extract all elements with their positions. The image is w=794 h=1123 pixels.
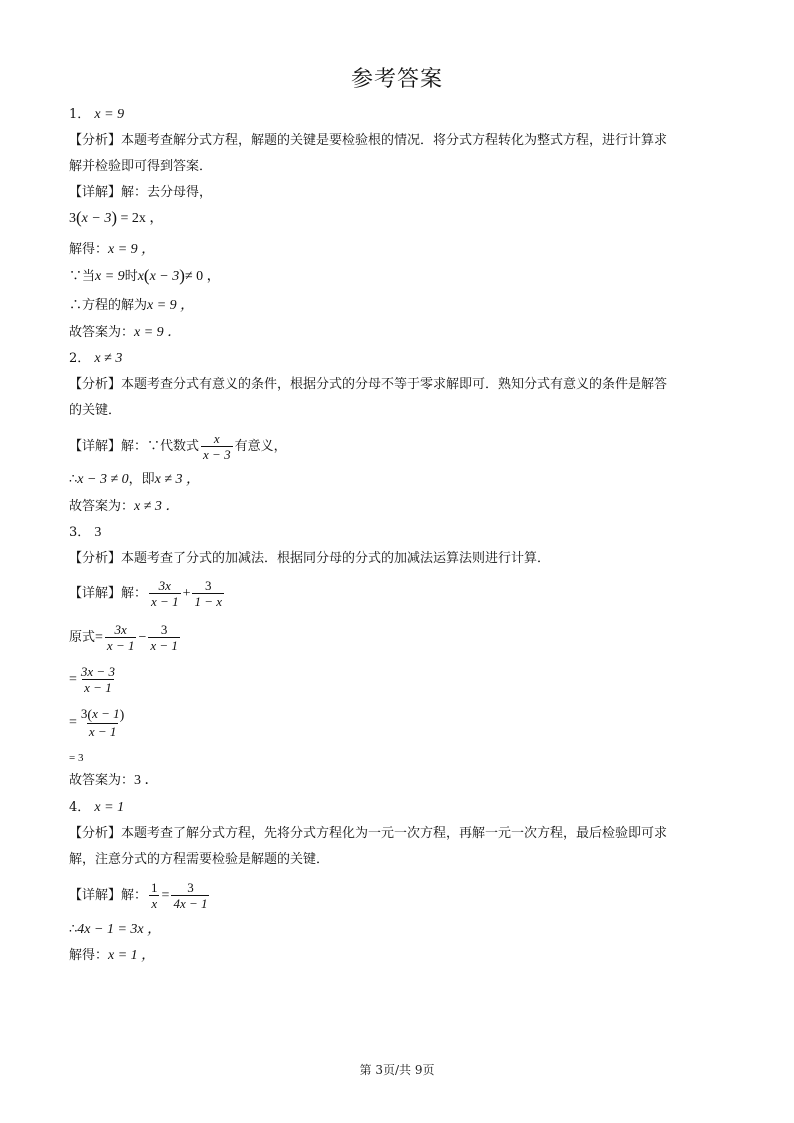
q2-answer: x ≠ 3 bbox=[94, 351, 123, 366]
q4-detail-text: 解： bbox=[121, 888, 148, 903]
q1-ans-value: x = 9 ． bbox=[134, 325, 182, 340]
q4-analysis-line1 bbox=[69, 826, 667, 842]
q2-detail-b: 有意义， bbox=[234, 439, 287, 454]
page-footer: 第 3页/共 9页 bbox=[359, 1063, 435, 1077]
q4-answer: x = 1 bbox=[94, 800, 125, 815]
q2-frac-den: x − 3 bbox=[203, 447, 231, 462]
q2-heading bbox=[69, 351, 122, 367]
q3-minus: − bbox=[138, 630, 147, 645]
q1-answer: x = 9 bbox=[94, 107, 125, 122]
q3-frac3 bbox=[105, 622, 137, 653]
q2-analysis-text: 本题考查分式有意义的条件，根据分式的分母不等于零求解即可．熟知分式有意义的条件是解答 bbox=[121, 377, 668, 392]
q2-analysis-tag: 【分析】 bbox=[69, 377, 122, 392]
q4-analysis-text: 本题考查了解分式方程，先将分式方程化为一元一次方程，再解一元一次方程，最后检验即可求 bbox=[121, 826, 668, 841]
q1-solution-line bbox=[69, 298, 194, 314]
q3-step3-line bbox=[69, 706, 128, 739]
q4-analysis-tag: 【分析】 bbox=[69, 826, 122, 841]
q3-step2-line bbox=[69, 664, 119, 695]
q3-f4-den: x − 1 bbox=[150, 638, 178, 653]
q3-f1-num: 3x bbox=[158, 578, 171, 593]
q4-frac1 bbox=[149, 880, 160, 911]
q1-check-b: x = 9 bbox=[95, 269, 125, 284]
q1-answer-line bbox=[69, 325, 181, 341]
q2-number: 2． bbox=[69, 351, 91, 366]
q2-step-a: ∴ bbox=[69, 472, 78, 487]
q2-frac-num: x bbox=[213, 431, 220, 446]
q1-analysis-tag: 【分析】 bbox=[69, 133, 122, 148]
q3-number: 3． bbox=[69, 525, 91, 540]
q2-analysis-line2: 的关键． bbox=[69, 403, 122, 418]
q4-f2-den: 4x − 1 bbox=[173, 896, 208, 911]
q4-step-b: 4x − 1 = 3x ， bbox=[77, 922, 162, 937]
q2-ans-value: x ≠ 3 ． bbox=[134, 499, 180, 514]
q4-detail-line bbox=[69, 880, 211, 911]
q1-heading bbox=[69, 107, 124, 123]
q1-number: 1． bbox=[69, 107, 91, 122]
q3-f2-den: 1 − x bbox=[194, 594, 223, 609]
q1-sol-a: ∴方程的解为 bbox=[69, 298, 148, 313]
q2-answer-line bbox=[69, 499, 179, 515]
q1-check-d: x bbox=[137, 269, 144, 284]
q3-plus: + bbox=[182, 586, 191, 601]
q3-f2-num: 3 bbox=[205, 578, 212, 593]
q3-f6-coef: 3 bbox=[80, 706, 88, 721]
q3-answer: 3 bbox=[94, 525, 102, 540]
q4-solve-value: x = 1 ， bbox=[108, 948, 156, 963]
q1-sol-b: x = 9 ， bbox=[147, 298, 195, 313]
q1-check-a: ∵当 bbox=[69, 269, 96, 284]
q3-eq2: = bbox=[69, 672, 77, 687]
q2-detail-a: 解：∵代数式 bbox=[121, 439, 200, 454]
q4-f1-num: 1 bbox=[151, 880, 158, 895]
q4-detail-tag: 【详解】 bbox=[69, 888, 122, 903]
q3-frac6: $\frac{3(x - 1)}{x - 1}$ bbox=[80, 706, 125, 739]
q2-detail-line bbox=[69, 431, 287, 462]
q3-detail-text: 解： bbox=[121, 586, 148, 601]
q1-analysis-line1 bbox=[69, 133, 667, 149]
q1-eq-inner: x − 3 bbox=[81, 211, 112, 226]
q3-eq1: = bbox=[95, 630, 103, 645]
q1-check-e: ≠ 0 ， bbox=[184, 269, 221, 284]
q3-frac5 bbox=[79, 664, 117, 695]
q3-frac4 bbox=[148, 622, 180, 653]
q1-equation: 3(x − 3) = 2x ， bbox=[69, 208, 164, 227]
q3-ans-label: 故答案为： bbox=[69, 773, 135, 788]
q3-detail-tag: 【详解】 bbox=[69, 586, 122, 601]
q1-detail-line bbox=[69, 185, 212, 201]
q3-f4-num: 3 bbox=[160, 622, 168, 637]
q3-ans-value: 3 ． bbox=[134, 773, 159, 788]
q1-eq-rhs: = 2x ， bbox=[120, 211, 164, 226]
q1-eq-coef: 3 bbox=[69, 211, 76, 226]
q2-step-d: x ≠ 3 ， bbox=[154, 472, 201, 487]
q1-detail-text: 解：去分母得， bbox=[121, 185, 213, 200]
q3-final: = 3 bbox=[69, 752, 84, 764]
q1-analysis-text: 本题考查解分式方程，解题的关键是要检验根的情况．将分式方程转化为整式方程，进行计算求 bbox=[121, 133, 668, 148]
page-title: 参考答案 bbox=[350, 67, 443, 92]
q4-analysis-line2: 解，注意分式的方程需要检验是解题的关键． bbox=[69, 852, 330, 867]
q3-analysis-line1 bbox=[69, 551, 550, 567]
q3-orig-label: 原式 bbox=[69, 630, 96, 645]
q4-solve-label: 解得： bbox=[69, 948, 109, 963]
q3-f5-num: 3x − 3 bbox=[80, 664, 115, 679]
q1-solve-line bbox=[69, 242, 155, 258]
q3-analysis-text: 本题考查了分式的加减法．根据同分母的分式的加减法运算法则进行计算． bbox=[121, 551, 551, 566]
q1-check-c: 时 bbox=[124, 269, 138, 284]
q2-step-b: x − 3 ≠ 0 bbox=[77, 472, 129, 487]
q2-step-c: ，即 bbox=[128, 472, 155, 487]
q1-solve-value: x = 9 ， bbox=[108, 242, 156, 257]
q4-frac2 bbox=[171, 880, 209, 911]
q1-detail-tag: 【详解】 bbox=[69, 185, 122, 200]
q3-f3-den: x − 1 bbox=[106, 638, 135, 653]
q4-eq: = bbox=[161, 888, 170, 903]
q3-answer-line bbox=[69, 773, 159, 789]
q2-ans-label: 故答案为： bbox=[69, 499, 135, 514]
q2-step-line bbox=[69, 472, 200, 488]
q2-fraction bbox=[201, 431, 233, 462]
q4-f1-den: x bbox=[151, 896, 158, 911]
q3-orig-line bbox=[69, 622, 182, 653]
q3-heading bbox=[69, 525, 101, 541]
q3-analysis-tag: 【分析】 bbox=[69, 551, 122, 566]
q4-step-a: ∴ bbox=[69, 922, 78, 937]
q4-step-line bbox=[69, 922, 161, 938]
q1-check-line: ∵当x = 9时x(x − 3)≠ 0 ， bbox=[69, 266, 221, 285]
q3-frac1 bbox=[149, 578, 181, 609]
q1-ans-label: 故答案为： bbox=[69, 325, 135, 340]
q1-solve-label: 解得： bbox=[69, 242, 109, 257]
q1-analysis-line2: 解并检验即可得到答案． bbox=[69, 159, 213, 174]
q4-f2-num: 3 bbox=[187, 880, 194, 895]
q3-eq3: = bbox=[69, 715, 77, 730]
q4-heading bbox=[69, 800, 124, 816]
q3-detail-line bbox=[69, 578, 226, 609]
q2-detail-tag: 【详解】 bbox=[69, 439, 122, 454]
q3-f6-inner: x − 1 bbox=[92, 706, 120, 721]
q3-f5-den: x − 1 bbox=[84, 680, 112, 695]
q4-number: 4． bbox=[69, 800, 91, 815]
q2-analysis-line1 bbox=[69, 377, 667, 393]
q1-check-inner: x − 3 bbox=[149, 269, 180, 284]
q3-f3-num: 3x bbox=[114, 622, 127, 637]
q3-f6-den: x − 1 bbox=[88, 724, 117, 739]
q4-solve-line bbox=[69, 948, 155, 964]
q3-f1-den: x − 1 bbox=[151, 594, 179, 609]
q3-frac2 bbox=[192, 578, 224, 609]
